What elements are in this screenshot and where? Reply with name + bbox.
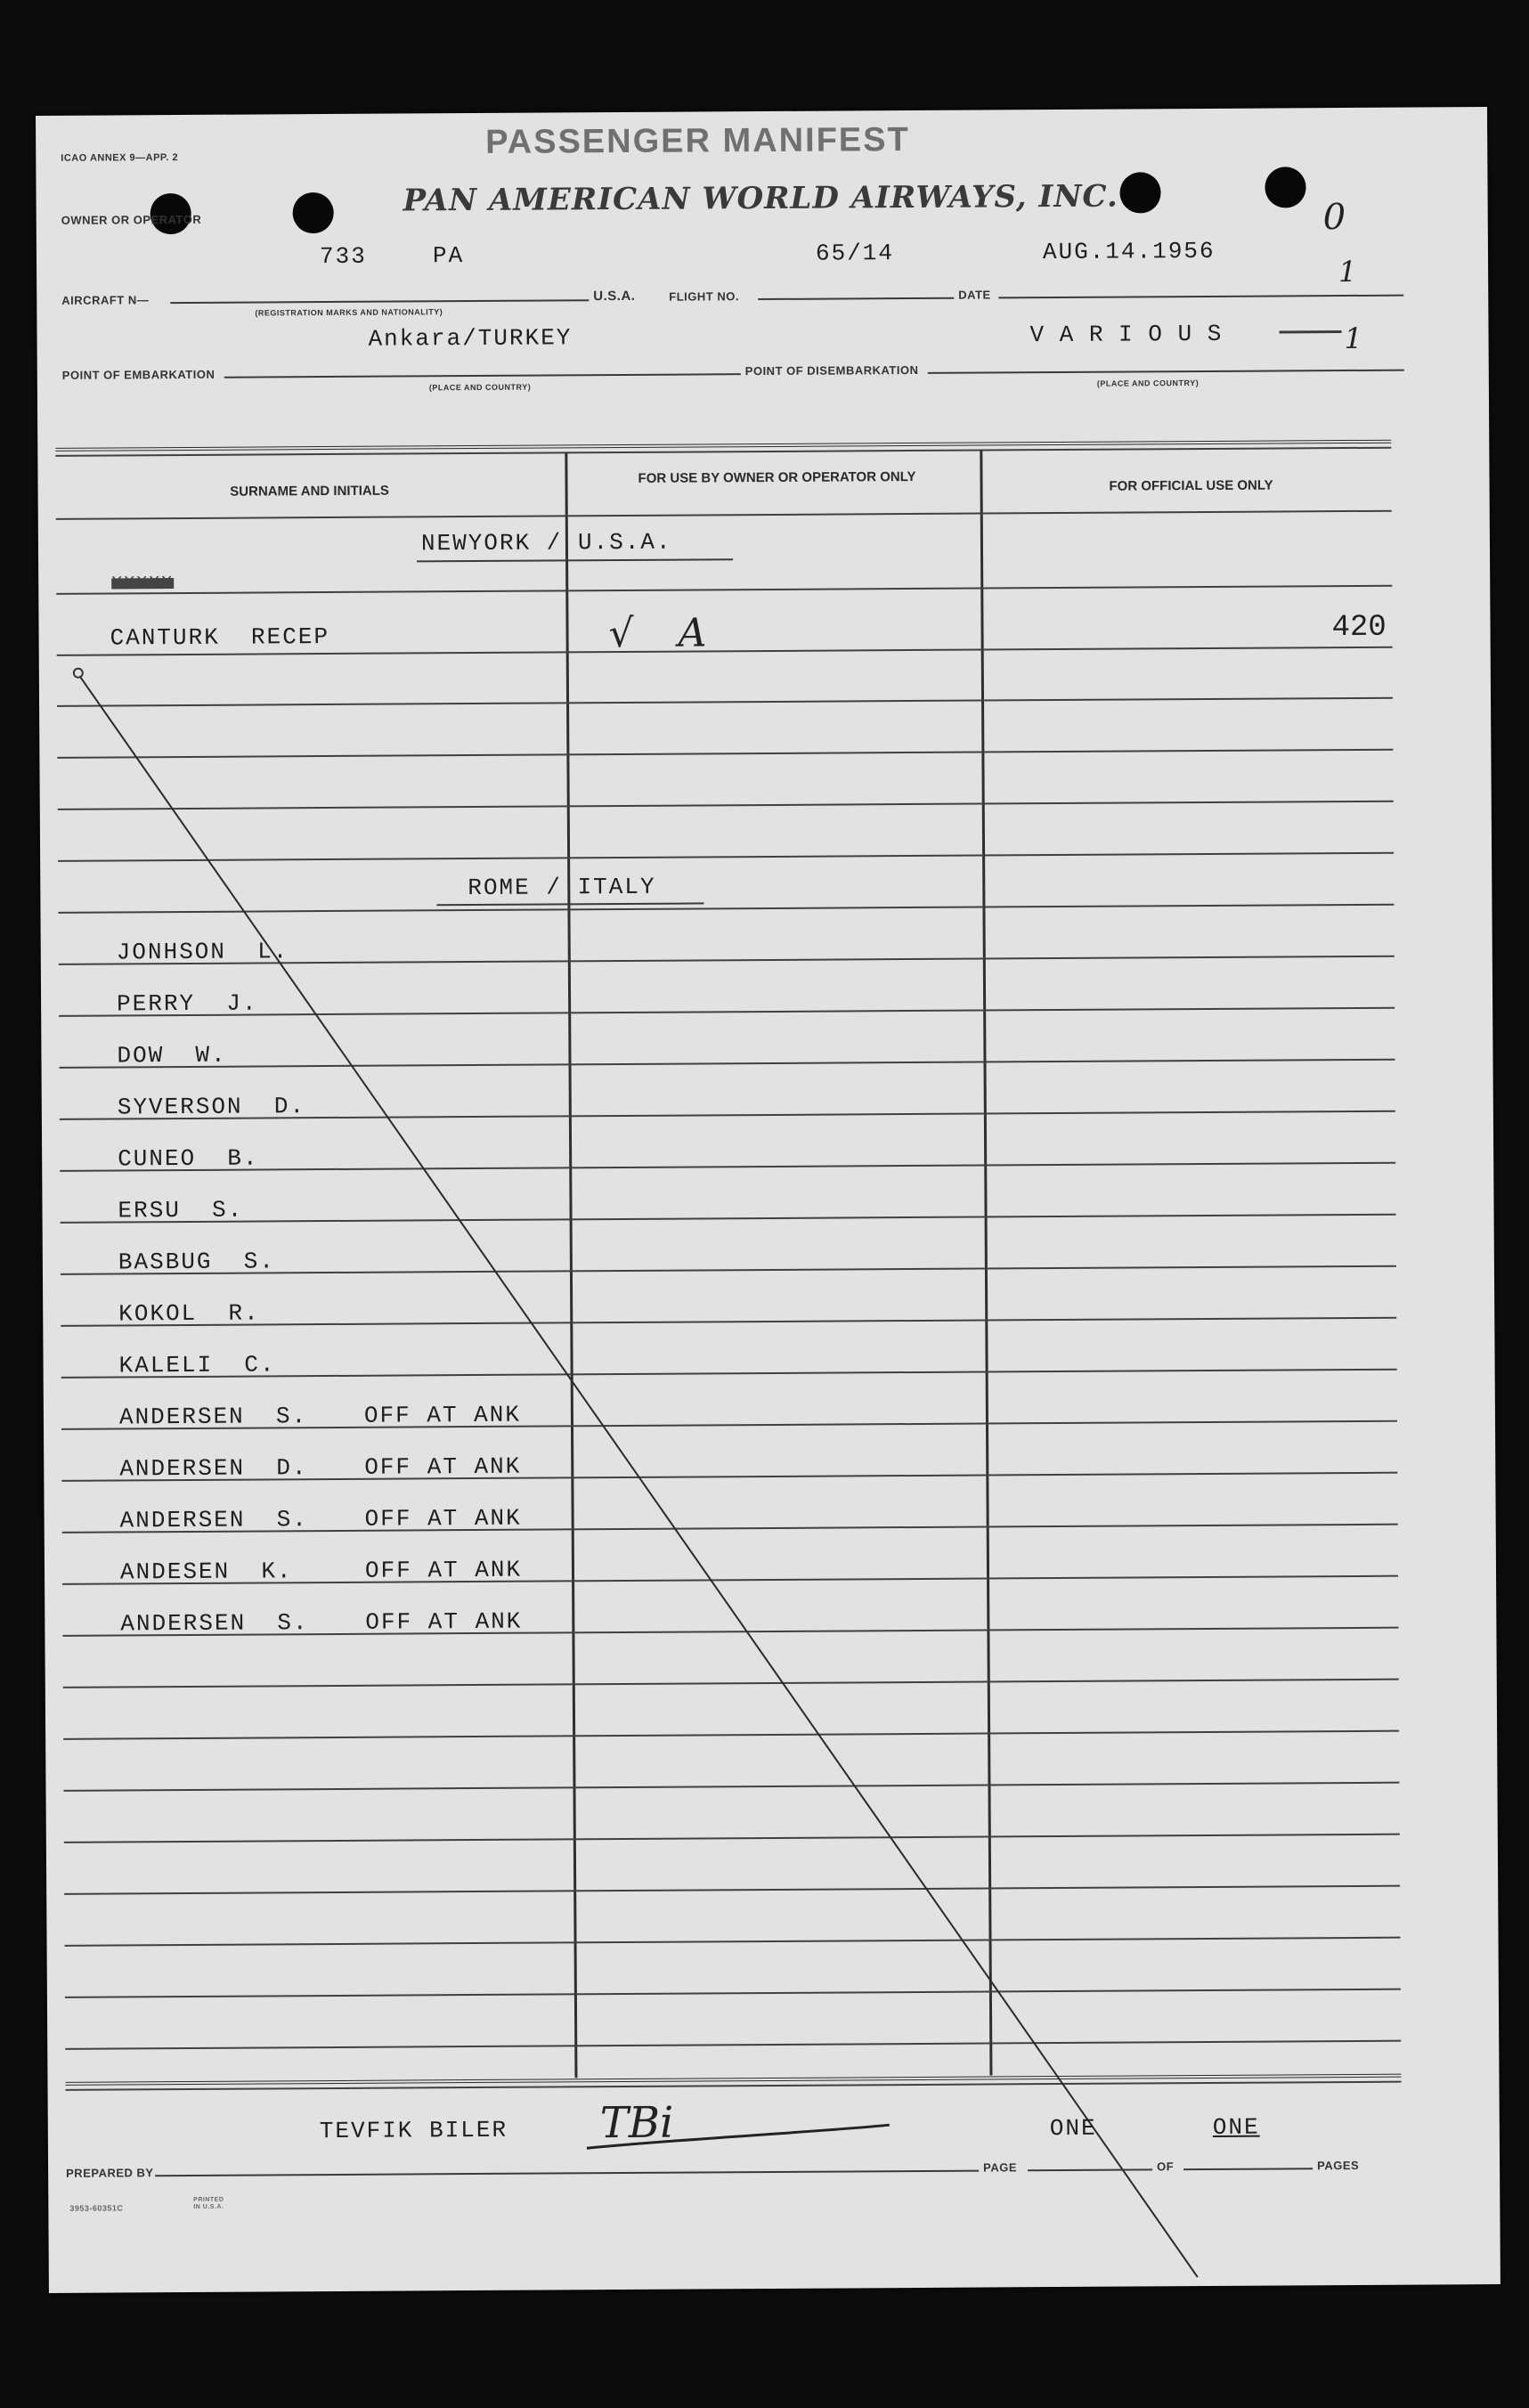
passenger-name: ANDERSEN S. <box>120 1609 309 1638</box>
passenger-name: ERSU S. <box>118 1196 244 1224</box>
page-label: PAGE <box>983 2160 1018 2175</box>
passenger-name: KOKOL R. <box>118 1299 260 1328</box>
passenger-name: SYVERSON D. <box>117 1093 306 1121</box>
passenger-name: PERRY J. <box>117 989 258 1018</box>
form-code: 3953-60351C <box>69 2203 124 2213</box>
operator-name: PAN AMERICAN WORLD AIRWAYS, INC. <box>403 178 1118 219</box>
page-number: ONE <box>1049 2114 1097 2143</box>
form-reference: ICAO ANNEX 9—APP. 2 <box>61 152 179 164</box>
nationality: U.S.A. <box>593 288 636 305</box>
printer-mark: PRINTED IN U.S.A. <box>193 2196 224 2210</box>
signature: TBi <box>599 2097 674 2149</box>
diagonal-cancel-line <box>36 107 1501 2293</box>
passenger-note: OFF AT ANK <box>364 1452 522 1481</box>
disembarkation-caption: (PLACE AND COUNTRY) <box>1096 378 1200 388</box>
total-pages: ONE <box>1212 2113 1260 2141</box>
aircraft-number: 733 <box>319 242 367 271</box>
col-surname-header: SURNAME AND INITIALS <box>230 483 389 500</box>
official-value: 420 <box>1331 610 1387 646</box>
embarkation-caption: (PLACE AND COUNTRY) <box>428 382 532 393</box>
passenger-note: OFF AT ANK <box>364 1504 522 1533</box>
passenger-name: CANTURK RECEP <box>110 622 330 652</box>
redacted-entry: XXXXX <box>111 574 175 595</box>
passenger-note: OFF AT ANK <box>363 1401 522 1429</box>
disembarkation-value: V A R I O U S <box>1029 320 1223 349</box>
passenger-name: DOW W. <box>117 1041 227 1070</box>
passenger-name: ANDERSEN S. <box>119 1506 308 1534</box>
passenger-name: CUNEO B. <box>118 1144 259 1173</box>
passenger-name: ANDESEN K. <box>119 1558 293 1586</box>
of-label: OF <box>1157 2160 1175 2174</box>
margin-mark: 0 <box>1322 197 1346 239</box>
aircraft-label: AIRCRAFT N— <box>61 293 150 307</box>
flight-label: FLIGHT NO. <box>669 289 739 304</box>
passenger-name: KALELI C. <box>118 1351 276 1379</box>
passenger-name: ANDERSEN D. <box>119 1454 308 1483</box>
owner-mark: √ A <box>608 610 723 657</box>
flight-number: 65/14 <box>815 240 895 267</box>
owner-operator-label: OWNER OR OPERATOR <box>61 212 202 227</box>
registration-caption: (REGISTRATION MARKS AND NATIONALITY) <box>255 307 443 318</box>
col-official-use-header: FOR OFFICIAL USE ONLY <box>1109 477 1273 494</box>
destination-heading: NEWYORK / U.S.A. <box>420 528 672 557</box>
embarkation-value: Ankara/TURKEY <box>368 324 573 353</box>
aircraft-suffix: PA <box>432 242 465 270</box>
margin-mark: 1 <box>1338 254 1357 289</box>
signature-stroke <box>578 2103 899 2159</box>
manifest-sheet <box>36 107 1501 2293</box>
disembarkation-label: POINT OF DISEMBARKATION <box>744 362 919 378</box>
margin-mark: 1 <box>1344 321 1363 356</box>
prepared-by-name: TEVFIK BILER <box>319 2116 508 2145</box>
col-owner-use-header: FOR USE BY OWNER OR OPERATOR ONLY <box>638 468 916 486</box>
prepared-by-label: PREPARED BY <box>66 2166 154 2180</box>
flight-date: AUG.14.1956 <box>1042 237 1216 266</box>
page-title: PASSENGER MANIFEST <box>485 121 910 161</box>
passenger-name: BASBUG S. <box>118 1248 275 1276</box>
passenger-note: OFF AT ANK <box>365 1607 523 1636</box>
passenger-name: ANDERSEN S. <box>118 1403 308 1431</box>
destination-heading: ROME / ITALY <box>468 873 656 902</box>
date-label: DATE <box>958 288 991 302</box>
embarkation-label: POINT OF EMBARKATION <box>61 367 216 382</box>
passenger-note: OFF AT ANK <box>364 1556 523 1584</box>
pages-label: PAGES <box>1317 2158 1360 2173</box>
passenger-name: JONHSON L. <box>116 938 289 966</box>
